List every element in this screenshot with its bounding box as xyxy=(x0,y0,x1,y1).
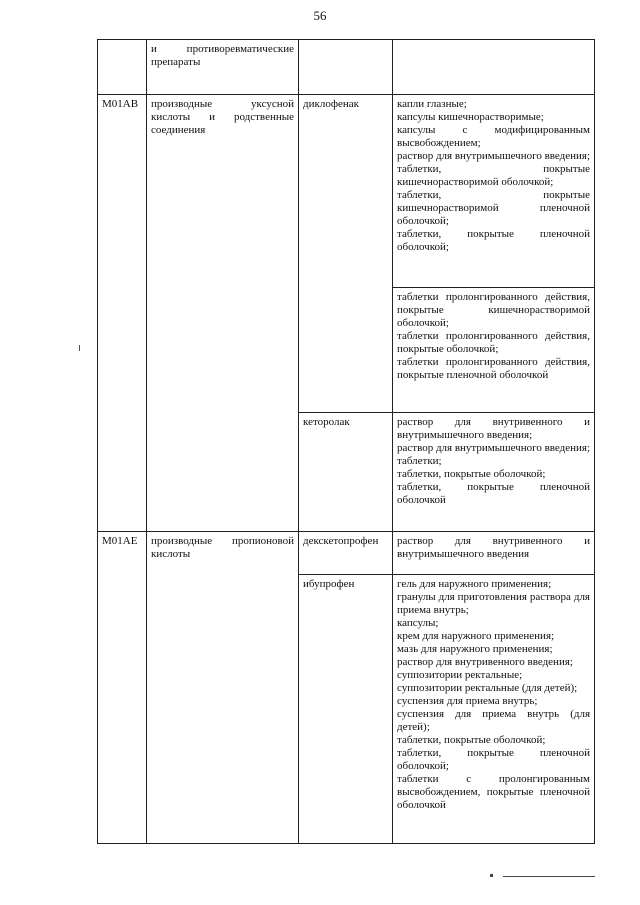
group-cell: производные пропионовой кислоты xyxy=(147,532,299,844)
table-row xyxy=(98,95,595,288)
dosage-form: раствор для внутривенного введения; xyxy=(397,656,573,668)
dosage-form: суппозитории ректальные (для детей); xyxy=(397,682,578,694)
dosage-form: крем для наружного применения; xyxy=(397,630,555,642)
drug-cell: декскетопрофен xyxy=(299,532,393,575)
dosage-form: суспензия для приема внутрь; xyxy=(397,695,538,707)
dosage-form: таблетки, покрытые пленочной оболочкой; xyxy=(397,747,590,772)
dosage-form: таблетки, покрытые пленочной оболочкой; xyxy=(397,228,590,253)
dosage-form: гранулы для приготовления раствора для приема внутрь; xyxy=(397,591,590,616)
dosage-form: раствор для внутримышечного введения; xyxy=(397,150,591,162)
footer-mark xyxy=(490,874,493,877)
dosage-form: таблетки, покрытые оболочкой; xyxy=(397,468,546,480)
dosage-form: раствор для внутримышечного введения; xyxy=(397,442,591,454)
group-cell: и противоревматические препараты xyxy=(147,40,299,95)
dosage-form: капсулы с модифицированным высвобождением; xyxy=(397,124,590,149)
drug-cell: диклофенак xyxy=(299,95,393,413)
dosage-form: таблетки; xyxy=(397,455,442,467)
dosage-form: таблетки пролонгированного действия, покрытые оболочкой; xyxy=(397,330,590,355)
atc-code-cell xyxy=(98,40,147,95)
dosage-form: таблетки с пролонгированным высвобождением, покрытые пленочной оболочкой xyxy=(397,773,590,811)
drug-cell: кеторолак xyxy=(299,413,393,532)
dosage-form: суспензия для приема внутрь (для детей); xyxy=(397,708,590,733)
dosage-form: таблетки, покрытые кишечнорастворимой пленочной оболочкой; xyxy=(397,189,590,227)
forms-cell xyxy=(393,413,595,532)
dosage-form: таблетки пролонгированного действия, покрытые пленочной оболочкой xyxy=(397,356,590,381)
dosage-form: раствор для внутривенного и внутримышечного введения; xyxy=(397,416,590,441)
footer-line xyxy=(503,876,595,877)
forms-cell xyxy=(393,532,595,575)
drug-table xyxy=(97,39,595,844)
dosage-form: таблетки, покрытые пленочной оболочкой xyxy=(397,481,590,506)
dosage-form: суппозитории ректальные; xyxy=(397,669,523,681)
dosage-form: таблетки, покрытые кишечнорастворимой оболочкой; xyxy=(397,163,590,188)
forms-cell xyxy=(393,575,595,844)
dosage-form: таблетки, покрытые оболочкой; xyxy=(397,734,546,746)
table-row xyxy=(98,40,595,95)
forms-cell xyxy=(393,95,595,288)
dosage-form: капли глазные; xyxy=(397,98,467,110)
dosage-form: таблетки пролонгированного действия, покрытые кишечнорастворимой оболочкой; xyxy=(397,291,590,329)
dosage-form: капсулы кишечнорастворимые; xyxy=(397,111,544,123)
forms-cell xyxy=(393,40,595,95)
group-cell: производные уксусной кислоты и родственные соединения xyxy=(147,95,299,532)
atc-code-cell: M01AE xyxy=(98,532,147,844)
dosage-form: гель для наружного применения; xyxy=(397,578,552,590)
margin-mark xyxy=(79,345,80,351)
drug-cell xyxy=(299,40,393,95)
drug-cell: ибупрофен xyxy=(299,575,393,844)
forms-cell xyxy=(393,288,595,413)
table-row xyxy=(98,532,595,575)
atc-code-cell: M01AB xyxy=(98,95,147,532)
page-number: 56 xyxy=(313,8,327,23)
dosage-form: мазь для наружного применения; xyxy=(397,643,553,655)
dosage-form: раствор для внутривенного и внутримышечного введения xyxy=(397,535,590,560)
dosage-form: капсулы; xyxy=(397,617,439,629)
